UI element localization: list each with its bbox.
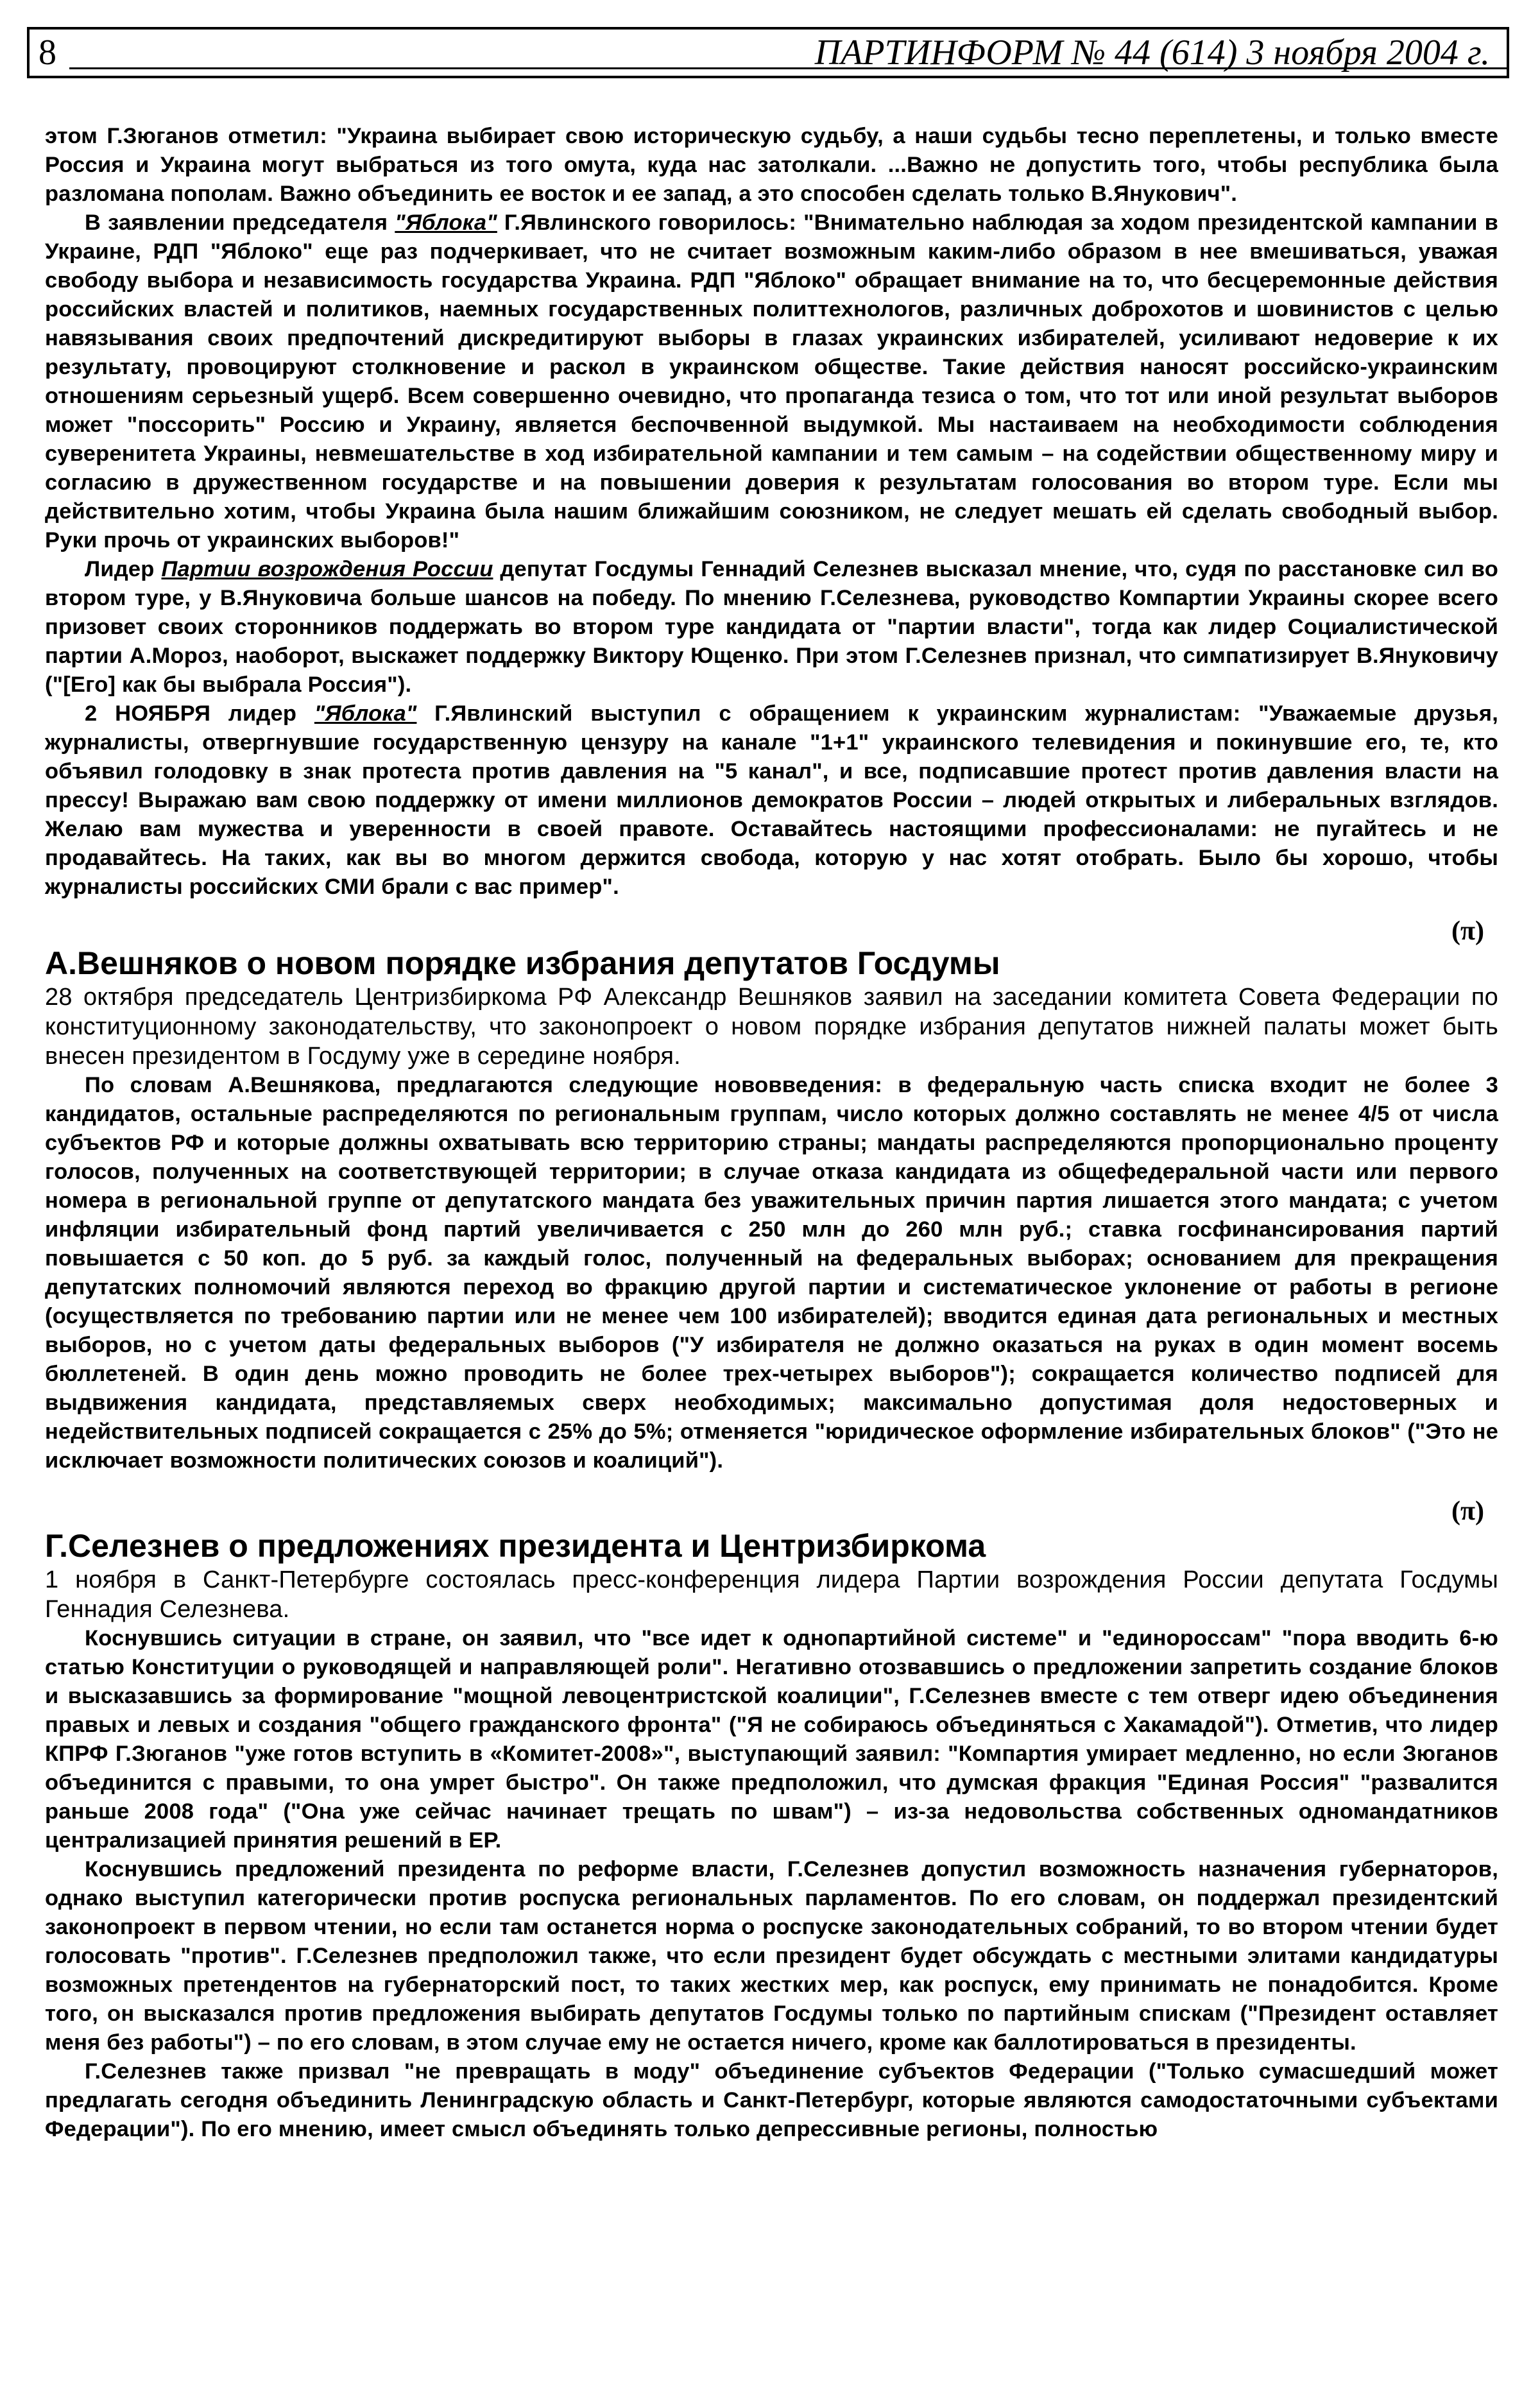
- paragraph: [45, 209, 1498, 555]
- section-signature: (π): [1451, 916, 1484, 946]
- party-name-link[interactable]: "Яблока": [395, 210, 497, 235]
- publication-title: ПАРТИНФОРМ № 44 (614) 3 ноября 2004 г.: [814, 33, 1490, 73]
- party-name-link[interactable]: "Яблока": [314, 701, 417, 726]
- section-signature: (π): [1451, 1496, 1484, 1526]
- section-veshnyakov: [45, 944, 1498, 1528]
- paragraph-text: Лидер: [85, 557, 162, 581]
- lead-paragraph: 1 ноября в Санкт-Петербурге состоялась пресс-конференция лидера Партии возрождения России депутата Госдумы Геннадия Селезнева.: [45, 1566, 1498, 1623]
- article-content: [45, 122, 1498, 2144]
- paragraph-text: Г.Явлинский выступил с обращением к украинским журналистам: "Уважаемые друзья, журналисты, отвергнувшие государственную цензуру на канале "1+1" украинского телевидения и покинувшие его, те, кто объявил голодовку в знак протеста против давления на "5 канал", и все, подписавшие протест против давления власти на прессу! Выражаю вам свою поддержку от имени миллионов демократов России – людей открытых и либеральных взглядов. Желаю вам мужества и уверенности в своей правоте. Оставайтесь настоящими профессионалами: не пугайтесь и не продавайтесь. На таких, как вы во многом держится свобода, которую у нас хотят отобрать. Было бы хорошо, чтобы журналисты российских СМИ брали с вас пример".: [45, 701, 1498, 899]
- article-heading: Г.Селезнев о предложениях президента и Центризбиркома: [45, 1528, 986, 1564]
- section-seleznev: [45, 1527, 1498, 2144]
- paragraph-text: Г.Явлинского говорилось: "Внимательно наблюдая за ходом президентской кампании в Украине, РДП "Яблоко" еще раз подчеркивает, что не считает возможным каким-либо образом в нее вмешиваться, уважая свободу выбора и независимость государства Украина. РДП "Яблоко" обращает внимание на то, что бесцеремонные действия российских властей и политиков, наемных государственных политтехнологов, различных доброхотов и шовинистов с целью навязывания своих предпочтений дискредитируют выборы в глазах украинских избирателей, усиливают недоверие к их результату, провоцируют столкновение и раскол в украинском обществе. Такие действия наносят российско-украинским отношениям серьезный ущерб. Всем совершенно очевидно, что пропаганда тезиса о том, что тот или иной результат выборов может "поссорить" Россию и Украину, является беспочвенной выдумкой. Мы настаиваем на необходимости соблюдения суверенитета Украины, невмешательстве в ход избирательной кампании и тем самым – на содействии общественному миру и согласию в дружественном государстве и на повышении доверия к результатам голосования во втором туре. Если мы действительно хотим, чтобы Украина была нашим ближайшим союзником, не следует мешать ей сделать свободный выбор. Руки прочь от украинских выборов!": [45, 210, 1498, 553]
- page-header: [27, 27, 1509, 78]
- paragraph: Коснувшись предложений президента по реформе власти, Г.Селезнев допустил возможность назначения губернаторов, однако выступил категорически против роспуска региональных парламентов. По его словам, он поддержал президентский законопроект в первом чтении, но если там останется норма о роспуске законодательных собраний, то во втором чтении будет голосовать "против". Г.Селезнев предположил также, что если президент будет обсуждать с местными элитами кандидатуры возможных претендентов на губернаторский пост, то таких жестких мер, как роспуск, ему принимать не понадобится. Кроме того, он высказался против предложения выбирать депутатов Госдумы только по партийным спискам ("Президент оставляет меня без работы") – по его словам, в этом случае ему не остается ничего, кроме как баллотироваться в президенты.: [45, 1857, 1498, 2055]
- paragraph-text: В заявлении председателя: [85, 210, 395, 235]
- paragraph: По словам А.Вешнякова, предлагаются следующие нововведения: в федеральную часть списка входит не более 3 кандидатов, остальные распределяются по региональным группам, число которых должно составлять не менее 4/5 от числа субъектов РФ и которые должны охватывать всю территорию страны; мандаты распределяются пропорционально проценту голосов, полученных на соответствующей территории; в случае отказа кандидата из общефедеральной части или первого номера в региональной группе от депутатского мандата без уважительных причин партия лишается этого мандата; с учетом инфляции избирательный фонд партий увеличивается с 250 млн до 260 млн руб.; ставка госфинансирования партий повышается с 50 коп. до 5 руб. за каждый голос, полученный на федеральных выборах; основанием для прекращения депутатских полномочий являются переход во фракцию другой партии и систематическое уклонение от работы в регионе (осуществляется по требованию партии или не менее чем 100 избирателей); вводится единая дата региональных и местных выборов, но с учетом даты федеральных выборов ("У избирателя не должно оказаться на руках в один момент восемь бюллетеней. В один день можно проводить не более трех-четырех выборов"); сокращается количество подписей для выдвижения кандидата, представляемых сверх необходимых; максимально допустимая доля недостоверных и недействительных подписей сокращается с 25% до 5%; отменяется "юридическое оформление избирательных блоков" ("Это не исключает возможности политических союзов и коалиций").: [45, 1073, 1498, 1473]
- paragraph: Г.Селезнев также призвал "не превращать в моду" объединение субъектов Федерации ("Только сумасшедший может предлагать сегодня объединить Ленинградскую область и Санкт-Петербург, которые являются самодостаточными субъектами Федерации"). По его мнению, имеет смысл объединять только депрессивные регионы, полностью: [45, 2059, 1498, 2141]
- article-heading: А.Вешняков о новом порядке избрания депутатов Госдумы: [45, 945, 1000, 981]
- paragraph: этом Г.Зюганов отметил: "Украина выбирает свою историческую судьбу, а наши судьбы тесно переплетены, и только вместе Россия и Украина могут выбраться из того омута, куда нас затолкали. ...Важно не допустить того, чтобы республика была разломана пополам. Важно объединить ее восток и ее запад, а это способен сделать только В.Янукович".: [45, 124, 1498, 206]
- party-name-link[interactable]: Партии возрождения России: [161, 557, 493, 581]
- paragraph: Коснувшись ситуации в стране, он заявил, что "все идет к однопартийной системе" и "единороссам" "пора вводить 6-ю статью Конституции о руководящей и направляющей роли". Негативно отозвавшись о предложении запретить создание блоков и высказавшись за формирование "мощной левоцентристской коалиции", Г.Селезнев вместе с тем отверг идею объединения правых и левых и создания "общего гражданского фронта" ("Я не собираюсь объединяться с Хакамадой"). Отметив, что лидер КПРФ Г.Зюганов "уже готов вступить в «Комитет-2008»", выступающий заявил: "Компартия умирает медленно, но если Зюганов объединится с правыми, то она умрет быстро". Он также предположил, что думская фракция "Единая Россия" "развалится раньше 2008 года" ("Она уже сейчас начинает трещать по швам") – из-за недовольства собственных одномандатников централизацией принятия решений в ЕР.: [45, 1626, 1498, 1853]
- lead-paragraph: 28 октября председатель Центризбиркома РФ Александр Вешняков заявил на заседании комитета Совета Федерации по конституционному законодательству, что законопроект о новом порядке избрания депутатов нижней палаты может быть внесен президентом в Госдуму уже в середине ноября.: [45, 984, 1498, 1070]
- paragraph-text: депутат Госдумы Геннадий Селезнев высказал мнение, что, судя по расстановке сил во втором туре, у В.Януковича больше шансов на победу. По мнению Г.Селезнева, руководство Компартии Украины скорее всего призовет своих сторонников поддержать во втором туре кандидата от "партии власти", тогда как лидер Социалистической партии А.Мороз, наоборот, выскажет поддержку Виктору Ющенко. При этом Г.Селезнев признал, что симпатизирует В.Януковичу ("[Его] как бы выбрала Россия").: [45, 557, 1499, 697]
- paragraph: [45, 699, 1498, 902]
- page-number: 8: [38, 33, 56, 73]
- header-rule: [69, 67, 1507, 69]
- paragraph: [45, 555, 1498, 699]
- section-ukraine-elections: [45, 122, 1498, 948]
- paragraph-text: 2 НОЯБРЯ лидер: [85, 701, 314, 726]
